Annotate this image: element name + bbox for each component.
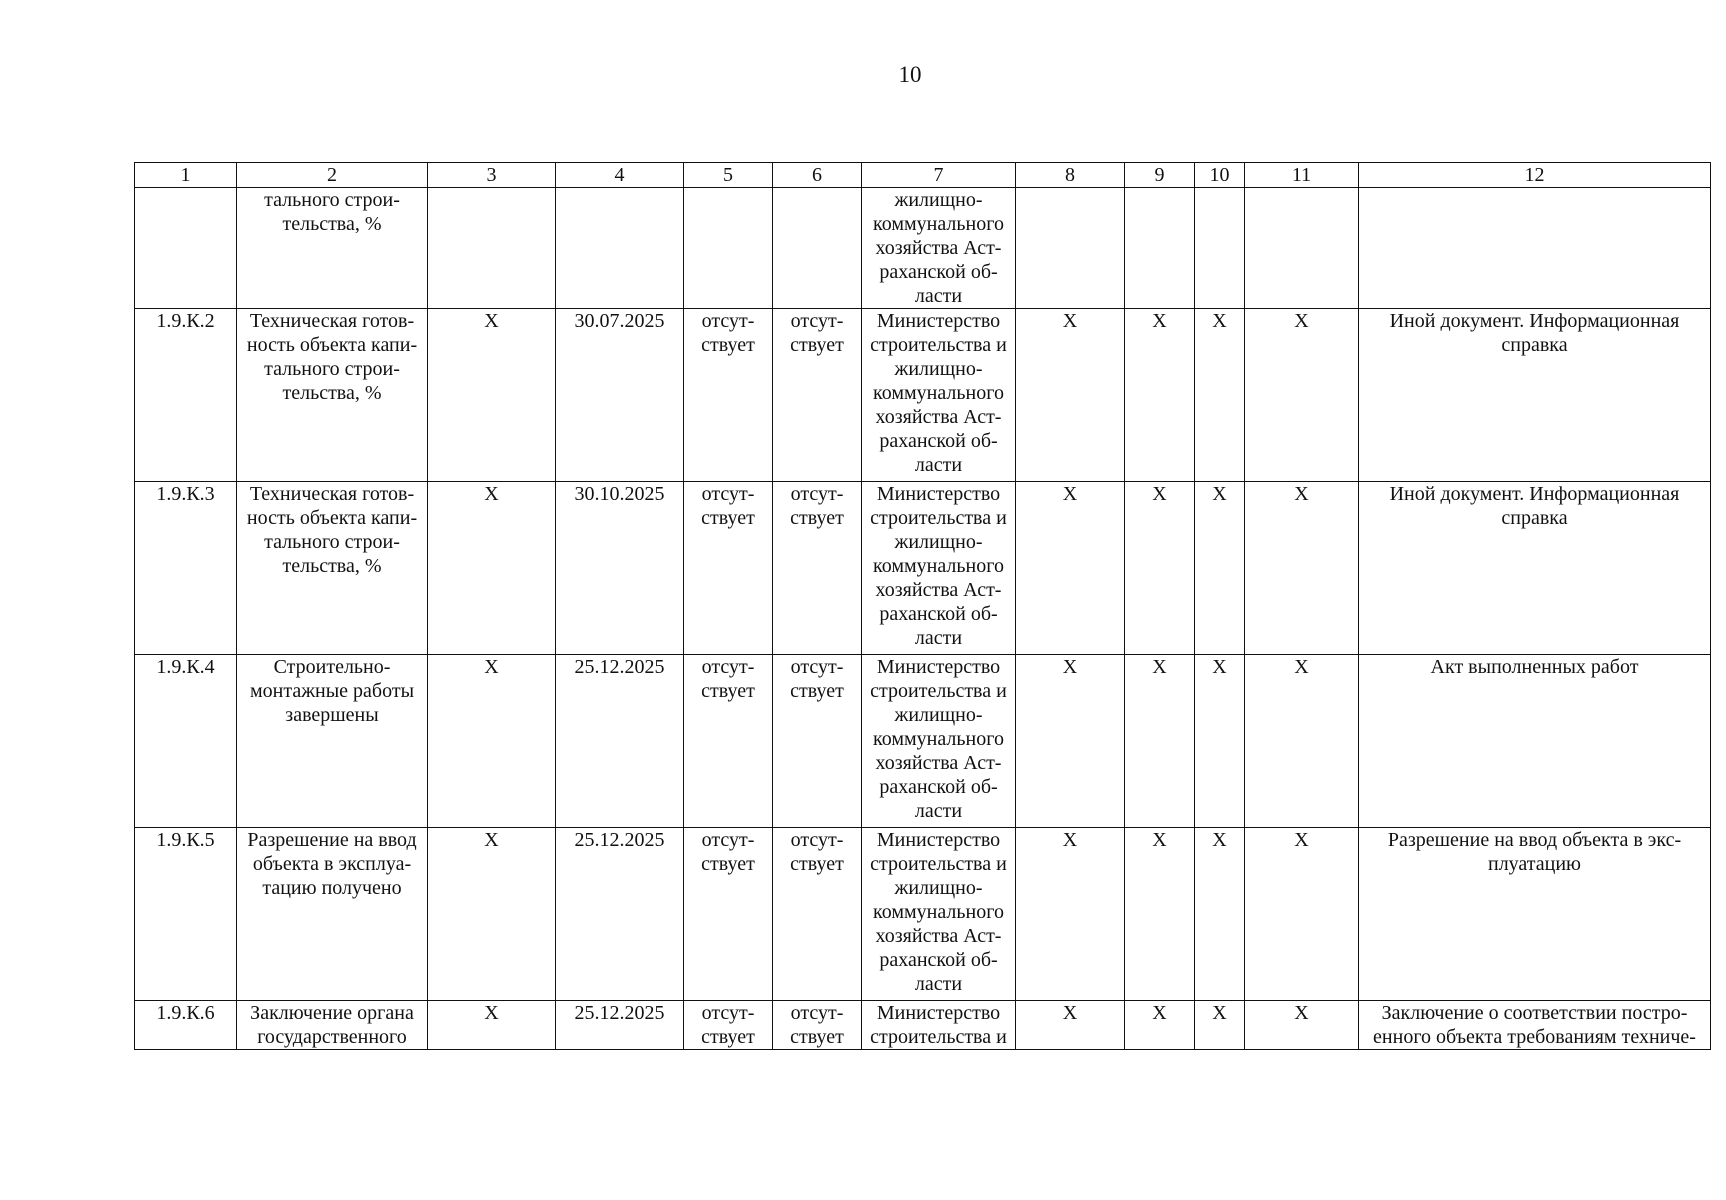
row-responsible: Министерство строительства и жилищно- коммунального хозяйства Аст- раханской об- ласти xyxy=(862,828,1016,1001)
header-cell: 11 xyxy=(1245,163,1359,188)
table-cell xyxy=(1245,188,1359,309)
table-cell: X xyxy=(1245,828,1359,1001)
row-document: Акт выполненных работ xyxy=(1359,655,1711,828)
table-cell: отсут- ствует xyxy=(773,482,862,655)
table-cell: 25.12.2025 xyxy=(556,828,684,1001)
table-cell: отсут- ствует xyxy=(684,655,773,828)
table-cell xyxy=(556,188,684,309)
table-cell: 30.07.2025 xyxy=(556,309,684,482)
table-cell: отсут- ствует xyxy=(773,828,862,1001)
header-cell: 10 xyxy=(1195,163,1245,188)
row-document: Заключение о соответствии постро- енного объекта требованиям техниче- xyxy=(1359,1001,1711,1050)
table-cell: X xyxy=(428,828,556,1001)
table-cell: X xyxy=(1195,309,1245,482)
row-document: Иной документ. Информационная справка xyxy=(1359,482,1711,655)
table-cell: X xyxy=(428,309,556,482)
table-cell: X xyxy=(428,482,556,655)
header-cell: 8 xyxy=(1016,163,1125,188)
table-cell: X xyxy=(428,1001,556,1050)
table-row xyxy=(135,482,1711,655)
document-table xyxy=(134,162,1711,1050)
page-number: 10 xyxy=(898,62,922,87)
row-code: 1.9.К.2 xyxy=(135,309,237,482)
table-row xyxy=(135,309,1711,482)
row-responsible: жилищно- коммунального хозяйства Аст- раханской об- ласти xyxy=(862,188,1016,309)
table-cell: отсут- ствует xyxy=(773,655,862,828)
row-responsible: Министерство строительства и жилищно- коммунального хозяйства Аст- раханской об- ласти xyxy=(862,309,1016,482)
row-description: Техническая готов- ность объекта капи- тального строи- тельства, % xyxy=(237,309,428,482)
table-cell: X xyxy=(428,655,556,828)
table-row xyxy=(135,655,1711,828)
row-responsible: Министерство строительства и xyxy=(862,1001,1016,1050)
table-cell: X xyxy=(1245,655,1359,828)
row-code: 1.9.К.4 xyxy=(135,655,237,828)
row-code: 1.9.К.5 xyxy=(135,828,237,1001)
header-cell: 4 xyxy=(556,163,684,188)
row-code: 1.9.К.6 xyxy=(135,1001,237,1050)
header-row xyxy=(135,163,1711,188)
table-cell: X xyxy=(1016,828,1125,1001)
row-document: Разрешение на ввод объекта в экс- плуатацию xyxy=(1359,828,1711,1001)
table-cell xyxy=(1125,188,1195,309)
row-code xyxy=(135,188,237,309)
table-cell: X xyxy=(1245,309,1359,482)
header-cell: 9 xyxy=(1125,163,1195,188)
table-cell: X xyxy=(1016,655,1125,828)
table-cell xyxy=(428,188,556,309)
header-cell: 12 xyxy=(1359,163,1711,188)
header-cell: 6 xyxy=(773,163,862,188)
row-description: тального строи- тельства, % xyxy=(237,188,428,309)
table-cell xyxy=(684,188,773,309)
header-cell: 7 xyxy=(862,163,1016,188)
table-cell: 30.10.2025 xyxy=(556,482,684,655)
table-cell xyxy=(773,188,862,309)
table-cell: X xyxy=(1016,1001,1125,1050)
table-cell: X xyxy=(1195,828,1245,1001)
table-cell: 25.12.2025 xyxy=(556,1001,684,1050)
table-cell: X xyxy=(1125,309,1195,482)
table-cell: отсут- ствует xyxy=(773,1001,862,1050)
row-code: 1.9.К.3 xyxy=(135,482,237,655)
table-cell: X xyxy=(1125,482,1195,655)
row-responsible: Министерство строительства и жилищно- коммунального хозяйства Аст- раханской об- ласти xyxy=(862,482,1016,655)
row-description: Строительно- монтажные работы завершены xyxy=(237,655,428,828)
table-row xyxy=(135,188,1711,309)
table-cell: отсут- ствует xyxy=(684,828,773,1001)
table-cell: X xyxy=(1195,482,1245,655)
table-cell: X xyxy=(1016,482,1125,655)
table-cell: X xyxy=(1195,1001,1245,1050)
table-cell: X xyxy=(1016,309,1125,482)
table-row xyxy=(135,1001,1711,1050)
header-cell: 1 xyxy=(135,163,237,188)
table-cell: отсут- ствует xyxy=(684,482,773,655)
table-cell: отсут- ствует xyxy=(684,309,773,482)
table-cell: отсут- ствует xyxy=(684,1001,773,1050)
row-responsible: Министерство строительства и жилищно- коммунального хозяйства Аст- раханской об- ласти xyxy=(862,655,1016,828)
header-cell: 2 xyxy=(237,163,428,188)
table-cell: отсут- ствует xyxy=(773,309,862,482)
table-cell: X xyxy=(1245,482,1359,655)
row-document xyxy=(1359,188,1711,309)
table-row xyxy=(135,828,1711,1001)
row-description: Техническая готов- ность объекта капи- тального строи- тельства, % xyxy=(237,482,428,655)
row-description: Разрешение на ввод объекта в эксплуа- тацию получено xyxy=(237,828,428,1001)
table-cell: X xyxy=(1125,828,1195,1001)
row-description: Заключение органа государственного xyxy=(237,1001,428,1050)
table-cell: X xyxy=(1245,1001,1359,1050)
table-cell: X xyxy=(1125,655,1195,828)
header-cell: 5 xyxy=(684,163,773,188)
table-cell xyxy=(1016,188,1125,309)
table-cell xyxy=(1195,188,1245,309)
row-document: Иной документ. Информационная справка xyxy=(1359,309,1711,482)
table-cell: X xyxy=(1195,655,1245,828)
table-cell: X xyxy=(1125,1001,1195,1050)
table-cell: 25.12.2025 xyxy=(556,655,684,828)
header-cell: 3 xyxy=(428,163,556,188)
